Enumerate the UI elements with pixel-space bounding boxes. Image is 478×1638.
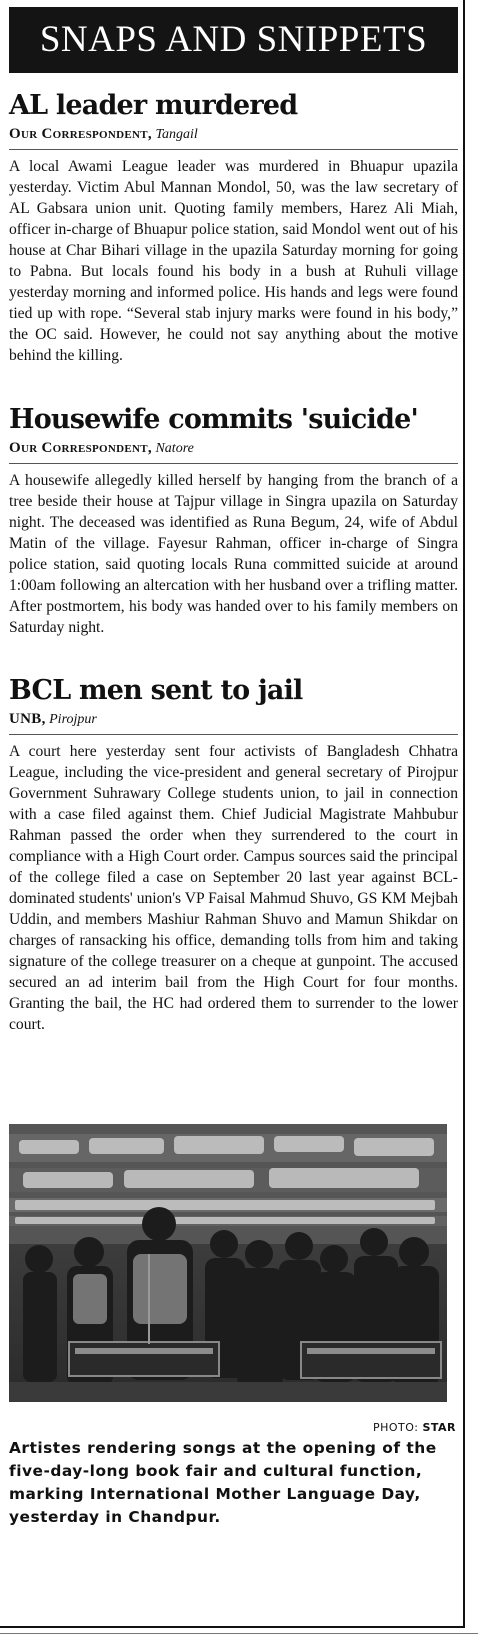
byline-source: UNB, (9, 711, 46, 727)
byline-location: Tangail (155, 127, 198, 142)
headline: BCL men sent to jail (9, 675, 303, 706)
byline-source: Our Correspondent, (9, 126, 152, 142)
credit-name: STAR (422, 1421, 456, 1434)
news-photo (9, 1124, 447, 1402)
byline-location: Natore (155, 441, 194, 456)
photo-caption: Artistes rendering songs at the opening of the five-day-long book fair and cultural function, marking International Mother Language Day, yesterday in Chandpur. (9, 1439, 437, 1526)
byline (9, 711, 458, 735)
photo-image (9, 1124, 447, 1402)
headline: Housewife commits 'suicide' (9, 404, 418, 435)
story-bcl (9, 675, 458, 1035)
headline: AL leader murdered (9, 90, 298, 121)
photo-credit (373, 1421, 456, 1434)
story-body: A housewife allegedly killed herself by hanging from the branch of a tree beside their house at Tajpur village in Singra upazila on Saturday night. The deceased was identified as Runa Begum, 24, wife of Abdul Matin of the village. Fayesur Rahman, officer in-charge of Singra police station, said quoting locals Runa committed suicide at around 1:00am following an altercation with her husband over a trifling matter. After postmortem, his body was handed over to his family members on Saturday night. (9, 472, 458, 636)
byline (9, 440, 458, 464)
credit-prefix: PHOTO: (372, 1421, 419, 1434)
section-title: SNAPS AND SNIPPETS (9, 7, 458, 73)
bottom-rule (0, 1633, 478, 1634)
story-body: A local Awami League leader was murdered in Bhuapur upazila yesterday. Victim Abul Mannan Mondol, 50, was the law secretary of AL Gabsara union unit. Quoting family members, Harez Ali Miah, officer in-charge of Bhuapur police station, said Mondol went out of his house at Char Bihari village in the upazila Saturday morning for going to Pabna. But locals found his body in a bush at Ruhuli village yesterday morning and informed police. His hands and legs were found tied up with rope. “Several stab injury marks were found in his body,” the OC said. However, he could not say anything about the motive behind the killing. (9, 158, 458, 364)
story-al-leader (9, 90, 458, 366)
byline-source: Our Correspondent, (9, 440, 152, 456)
story-body: A court here yesterday sent four activists of Bangladesh Chhatra League, including the vice-president and general secretary of Pirojpur Government Suhrawary College students union, to jail in connection with a case filed against them. Chief Judicial Magistrate Mahbubur Rahman passed the order when they surrendered to the court in compliance with a High Court order. Campus sources said the principal of the college filed a case on September 20 last year against BCL-dominated students' union's VP Faisal Mahmud Shuvo, GS KM Mejbah Uddin, and members Mashiur Rahman Shuvo and Mamun Shikdar on charges of ransacking his office, demanding tolls from him and taking signature of the college treasurer on a cheque at gunpoint. The accused secured an ad interim bail from the High Court for four months. Granting the bail, the HC had ordered them to surrender to the lower court. (9, 743, 458, 1033)
byline-location: Pirojpur (49, 712, 97, 727)
story-housewife (9, 404, 458, 638)
byline (9, 126, 458, 150)
